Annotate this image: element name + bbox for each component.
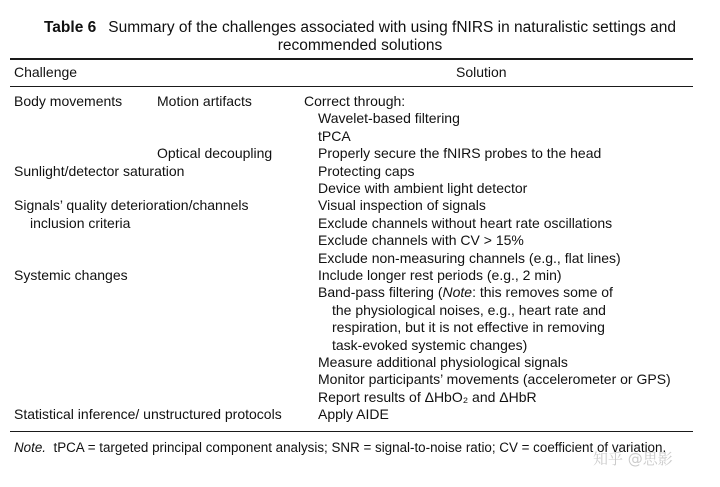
cell-subchallenge: Optical decoupling	[157, 145, 273, 162]
table-label: Table 6	[43, 19, 97, 36]
cell-solution: Visual inspection of signals	[318, 197, 486, 214]
header-rule	[10, 86, 693, 87]
note-text: tPCA = targeted principal component analysis; SNR = signal-to-noise ratio; CV = coefficient of variation.	[53, 440, 667, 455]
cell-solution: Exclude channels without heart rate oscillations	[318, 214, 613, 231]
cell-solution: Monitor participants’ movements (accelerometer or GPS)	[318, 371, 671, 388]
table-caption	[14, 19, 706, 55]
bottom-rule	[10, 431, 693, 432]
cell-challenge: Body movements	[14, 93, 123, 109]
caption-line-2: recommended solutions	[277, 37, 443, 54]
cell-solution: Wavelet-based filtering	[318, 110, 460, 127]
cell-solution: Device with ambient light detector	[318, 180, 528, 196]
header-solution: Solution	[456, 64, 507, 80]
cell-solution: Include longer rest periods (e.g., 2 min)	[318, 267, 562, 283]
cell-solution: Exclude channels with CV > 15%	[318, 232, 524, 249]
note-label: Note.	[14, 440, 47, 455]
cell-challenge: Statistical inference/ unstructured protocols	[14, 406, 282, 423]
cell-challenge: Systemic changes	[14, 267, 128, 283]
cell-challenge: Sunlight/detector saturation	[14, 162, 185, 179]
cell-solution: Report results of ΔHbO₂ and ΔHbR	[318, 388, 537, 405]
table-title: Summary of the challenges associated with using fNIRS in naturalistic settings and	[108, 19, 677, 36]
cell-solution: Apply AIDE	[318, 406, 389, 423]
cell-solution: Band-pass filtering (Note: this removes some of	[318, 284, 613, 301]
cell-solution: Exclude non-measuring channels (e.g., flat lines)	[318, 249, 621, 266]
cell-challenge: inclusion criteria	[30, 214, 131, 231]
cell-solution: tPCA	[318, 127, 351, 144]
watermark: 知乎 @思影	[593, 450, 673, 468]
cell-solution: Protecting caps	[318, 162, 415, 179]
cell-solution: the physiological noises, e.g., heart rate and	[332, 301, 606, 318]
cell-solution: task-evoked systemic changes)	[332, 336, 528, 353]
caption-line-1	[14, 19, 706, 37]
cell-solution: Measure additional physiological signals	[318, 354, 568, 370]
header-challenge: Challenge	[14, 64, 78, 80]
cell-solution: respiration, but it is not effective in removing	[332, 319, 605, 336]
cell-solution: Correct through:	[304, 93, 406, 109]
cell-subchallenge: Motion artifacts	[157, 93, 252, 109]
cell-solution: Properly secure the fNIRS probes to the head	[318, 145, 602, 162]
top-rule	[10, 58, 693, 60]
cell-challenge: Signals’ quality deterioration/channels	[14, 197, 249, 214]
